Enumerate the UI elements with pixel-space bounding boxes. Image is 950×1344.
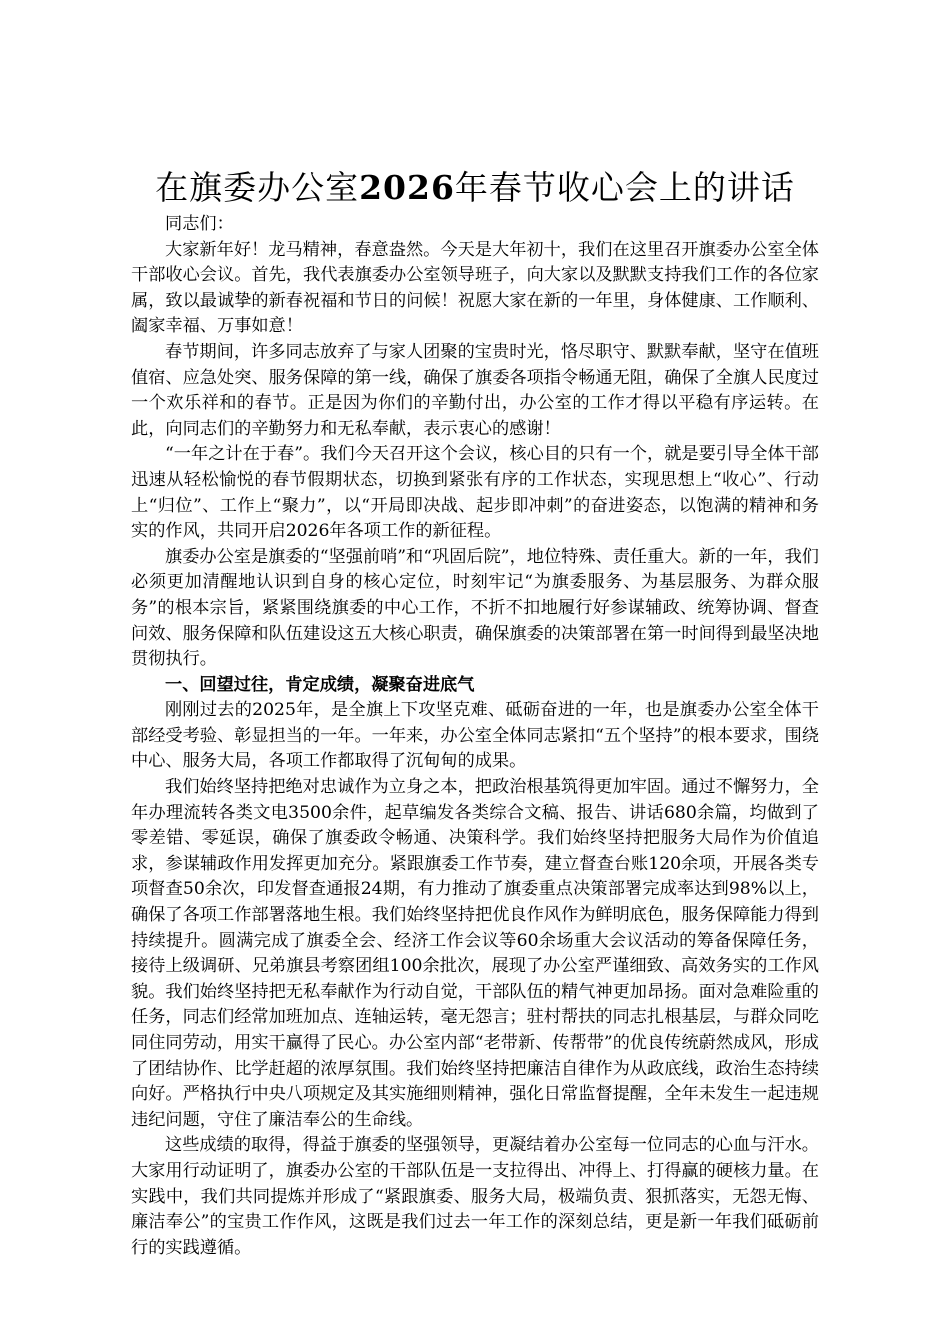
paragraph: 春节期间，许多同志放弃了与家人团聚的宝贵时光，恪尽职守、默默奉献，坚守在值班值宿、应急处突、服务保障的第一线，确保了旗委各项指令畅通无阻，确保了全旗人民度过一个欢乐祥和的春节。正是因为你们的辛勤付出，办公室的工作才得以平稳有序运转。在此，向同志们的辛勤努力和无私奉献，表示衷心的感谢！	[131, 341, 819, 439]
salutation: 同志们：	[165, 214, 234, 234]
paragraph: “一年之计在于春”。我们今天召开这个会议，核心目的只有一个，就是要引导全体干部迅速从轻松愉悦的春节假期状态，切换到紧张有序的工作状态，实现思想上“收心”、行动上“归位”、工作上“聚力”，以“开局即决战、起步即冲刺”的奋进姿态，以饱满的精神和务实的作风，共同开启2026年各项工作的新征程。	[131, 444, 819, 542]
paragraph: 这些成绩的取得，得益于旗委的坚强领导，更凝结着办公室每一位同志的心血与汗水。大家用行动证明了，旗委办公室的干部队伍是一支拉得出、冲得上、打得赢的硬核力量。在实践中，我们共同提炼并形成了“紧跟旗委、服务大局，极端负责、狠抓落实，无怨无悔、廉洁奉公”的宝贵工作作风，这既是我们过去一年工作的深刻总结，更是新一年我们砥砺前行的实践遵循。	[131, 1135, 819, 1258]
paragraph: 刚刚过去的2025年，是全旗上下攻坚克难、砥砺奋进的一年，也是旗委办公室全体干部经受考验、彰显担当的一年。一年来，办公室全体同志紧扣“五个坚持”的根本要求，围绕中心、服务大局，各项工作都取得了沉甸甸的成果。	[131, 700, 819, 772]
title-year: 2026	[359, 168, 455, 207]
section-heading: 一、回望过往，肯定成绩，凝聚奋进底气	[165, 674, 475, 695]
title-suffix: 年春节收心会上的讲话	[454, 168, 795, 207]
document-body	[131, 212, 819, 1261]
paragraph: 我们始终坚持把绝对忠诚作为立身之本，把政治根基筑得更加牢固。通过不懈努力，全年办理流转各类文电3500余件，起草编发各类综合文稿、报告、讲话680余篇，均做到了零差错、零延误，确保了旗委政令畅通、决策科学。我们始终坚持把服务大局作为价值追求，参谋辅政作用发挥更加充分。紧跟旗委工作节奏，建立督查台账120余项，开展各类专项督查50余次，印发督查通报24期，有力推动了旗委重点决策部署完成率达到98%以上，确保了各项工作部署落地生根。我们始终坚持把优良作风作为鲜明底色，服务保障能力得到持续提升。圆满完成了旗委全会、经济工作会议等60余场重大会议活动的筹备保障任务，接待上级调研、兄弟旗县考察团组100余批次，展现了办公室严谨细致、高效务实的工作风貌。我们始终坚持把无私奉献作为行动自觉，干部队伍的精气神更加昂扬。面对急难险重的任务，同志们经常加班加点、连轴运转，毫无怨言；驻村帮扶的同志扎根基层，与群众同吃同住同劳动，用实干赢得了民心。办公室内部“老带新、传帮带”的优良传统蔚然成风，形成了团结协作、比学赶超的浓厚氛围。我们始终坚持把廉洁自律作为从政底线，政治生态持续向好。严格执行中央八项规定及其实施细则精神，强化日常监督提醒，全年未发生一起违规违纪问题，守住了廉洁奉公的生命线。	[131, 777, 819, 1130]
paragraph: 大家新年好！龙马精神，春意盎然。今天是大年初十，我们在这里召开旗委办公室全体干部收心会议。首先，我代表旗委办公室领导班子，向大家以及默默支持我们工作的各位家属，致以最诚挚的新春祝福和节日的问候！祝愿大家在新的一年里，身体健康、工作顺利、阖家幸福、万事如意！	[131, 239, 819, 337]
title-prefix: 在旗委办公室	[155, 168, 360, 207]
paragraph: 旗委办公室是旗委的“坚强前哨”和“巩固后院”，地位特殊、责任重大。新的一年，我们必须更加清醒地认识到自身的核心定位，时刻牢记“为旗委服务、为基层服务、为群众服务”的根本宗旨，紧紧围绕旗委的中心工作，不折不扣地履行好参谋辅政、统筹协调、督查问效、服务保障和队伍建设这五大核心职责，确保旗委的决策部署在第一时间得到最坚决地贯彻执行。	[131, 546, 819, 670]
document-title	[0, 166, 950, 210]
